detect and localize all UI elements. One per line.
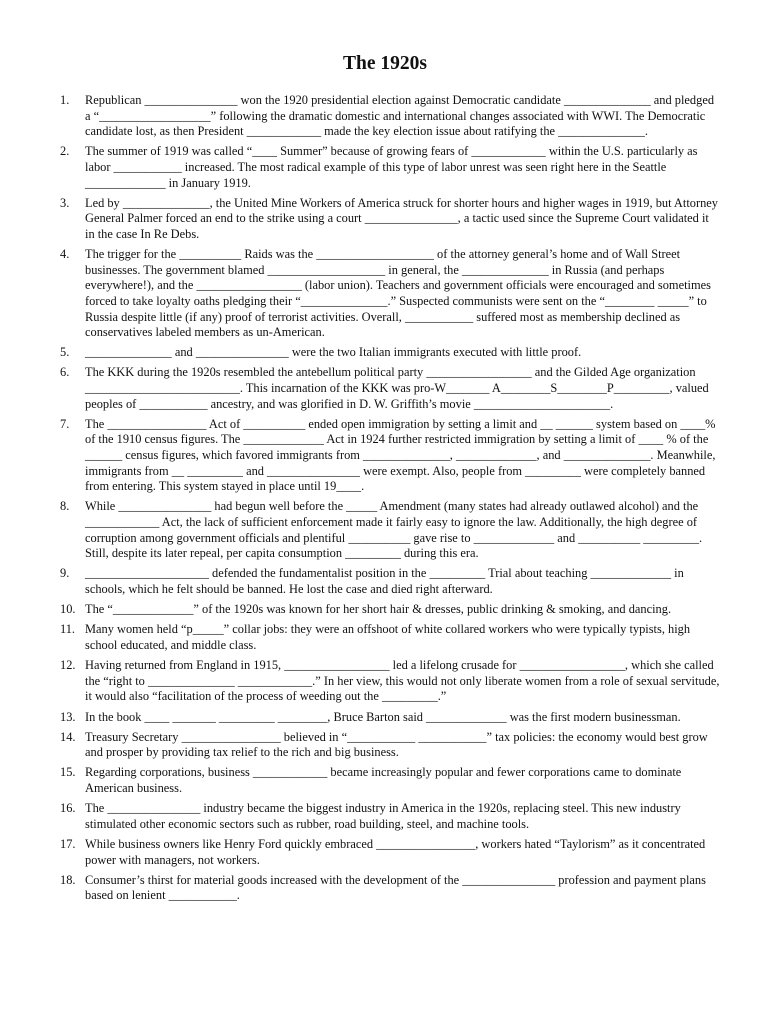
question-text: Consumer’s thirst for material goods increased with the development of the _______________ profession and payment plans based on lenient ___________.: [85, 872, 706, 903]
question-number: 7.: [60, 416, 70, 431]
question-item: [60, 93, 720, 140]
question-number: 13.: [60, 709, 76, 724]
question-text: ____________________ defended the fundamentalist position in the _________ Trial about teaching _____________ in schools, which he felt should be banned. He lost the case and died right afterward.: [85, 566, 684, 596]
question-item: [60, 602, 720, 618]
question-number: 8.: [60, 499, 70, 514]
question-text: The trigger for the __________ Raids was the ___________________ of the attorney general’s home and of Wall Street businesses. The government blamed ___________________ in general, the ______________ in Russia (and perhaps everywhere!), and the _________________ (labor union). Teachers and government officials were encouraged and sometimes forced to take loyalty oaths pledging their “______________.” Suspected communists were sent on the “________ _____” to Russia despite little (if any) proof of terrorist activities. Overall, ___________ suffered most as membership declined as conservatives labeled members as un-American.: [85, 247, 711, 340]
question-number: 3.: [60, 195, 70, 210]
question-text: Led by ______________, the United Mine Workers of America struck for shorter hours and higher wages in 1919, but Attorney General Palmer forced an end to the strike using a court _______________, a tactic used since the Supreme Court validated it in the case In Re Debs.: [85, 195, 718, 241]
question-item: [60, 837, 720, 868]
question-text: Republican _______________ won the 1920 presidential election against Democratic candidate ______________ and pledged a “__________________” following the dramatic domestic and international changes associated with WWI. The Democratic candidate lost, as then President ____________ made the key election issue about ratifying the ______________.: [85, 93, 715, 139]
question-number: 6.: [60, 365, 70, 380]
question-item: [60, 566, 720, 597]
question-item: [60, 247, 720, 341]
question-number: 9.: [60, 566, 70, 581]
question-number: 18.: [60, 872, 76, 887]
question-number: 17.: [60, 837, 76, 852]
question-number: 5.: [60, 345, 70, 360]
question-text: The ________________ Act of __________ ended open immigration by setting a limit and __ ______ system based on ____% of the 1910 census figures. The _____________ Act in 1924 further restricted immigration by setting a limit of ____ % of the ______ census figures, which favored immigrants from ______________, _____________, and ______________. Meanwhile, immigrants from __ _________ and _______________ were exempt. Also, people from _________ were completely banned from entering. This system stayed in place until 19____.: [85, 416, 716, 494]
question-item: [60, 765, 720, 796]
question-text: While business owners like Henry Ford quickly embraced ________________, workers hated “Taylorism” as it concentrated power with managers, not workers.: [85, 837, 706, 867]
question-item: [60, 144, 720, 191]
question-number: 2.: [60, 144, 70, 159]
question-item: [60, 730, 720, 761]
question-number: 4.: [60, 247, 70, 262]
question-item: [60, 658, 720, 705]
question-item: [60, 499, 720, 561]
page-title: The 1920s: [343, 53, 427, 74]
question-number: 16.: [60, 801, 76, 816]
question-text: The summer of 1919 was called “____ Summer” because of growing fears of ____________ within the U.S. particularly as labor ___________ increased. The most radical example of this type of labor unrest was seen right here in the Seattle _____________ in January 1919.: [85, 144, 698, 190]
question-item: [60, 873, 720, 904]
question-text: In the book ____ _______ _________ ________, Bruce Barton said _____________ was the first modern businessman.: [85, 709, 681, 724]
question-text: ______________ and _______________ were the two Italian immigrants executed with little proof.: [85, 345, 582, 360]
question-text: The _______________ industry became the biggest industry in America in the 1920s, replacing steel. This new industry stimulated other economic sectors such as rubber, road building, steel, and machine tools.: [85, 801, 681, 831]
question-text: The “_____________” of the 1920s was known for her short hair & dresses, public drinking & smoking, and dancing.: [85, 602, 672, 617]
question-text: The KKK during the 1920s resembled the antebellum political party _________________ and the Gilded Age organization _________________________. This incarnation of the KKK was pro-W_______ A________S________P_________, valued peoples of ___________ ancestry, and was glorified in D. W. Griffith’s movie ______________________.: [85, 365, 709, 411]
question-number: 10.: [60, 602, 76, 617]
question-number: 15.: [60, 765, 76, 780]
question-number: 11.: [60, 622, 76, 637]
question-item: [60, 801, 720, 832]
question-text: Treasury Secretary ________________ believed in “___________ ___________” tax policies: the economy would best grow and prosper by providing tax relief to the rich and big business.: [85, 729, 708, 760]
question-item: [60, 417, 720, 495]
question-number: 14.: [60, 729, 76, 744]
question-number: 12.: [60, 658, 76, 673]
question-item: [60, 345, 720, 361]
question-item: [60, 365, 720, 412]
question-text: Regarding corporations, business ____________ became increasingly popular and fewer corporations came to dominate American business.: [85, 765, 682, 796]
question-text: Many women held “p_____” collar jobs: they were an offshoot of white collared workers who were typically typists, high school educated, and middle class.: [85, 622, 691, 652]
question-item: [60, 710, 720, 726]
question-text: While _______________ had begun well before the _____ Amendment (many states had already outlawed alcohol) and the ____________ Act, the lack of sufficient enforcement made it fairly easy to ignore the law. Additionally, the high degree of corruption among government officials and plentiful __________ gave rise to _____________ and __________ _________. Still, despite its later repeal, per capita consumption _________ during this era.: [85, 499, 703, 561]
question-item: [60, 622, 720, 653]
question-text: Having returned from England in 1915, _________________ led a lifelong crusade for _________________, which she called the “right to ______________ ____________.” In her view, this would not only liberate women from a role of sexual servitude, it would also “facilitation of the process of weeding out the _________.”: [85, 658, 720, 704]
question-number: 1.: [60, 93, 70, 107]
question-list: [60, 93, 720, 909]
question-item: [60, 196, 720, 243]
